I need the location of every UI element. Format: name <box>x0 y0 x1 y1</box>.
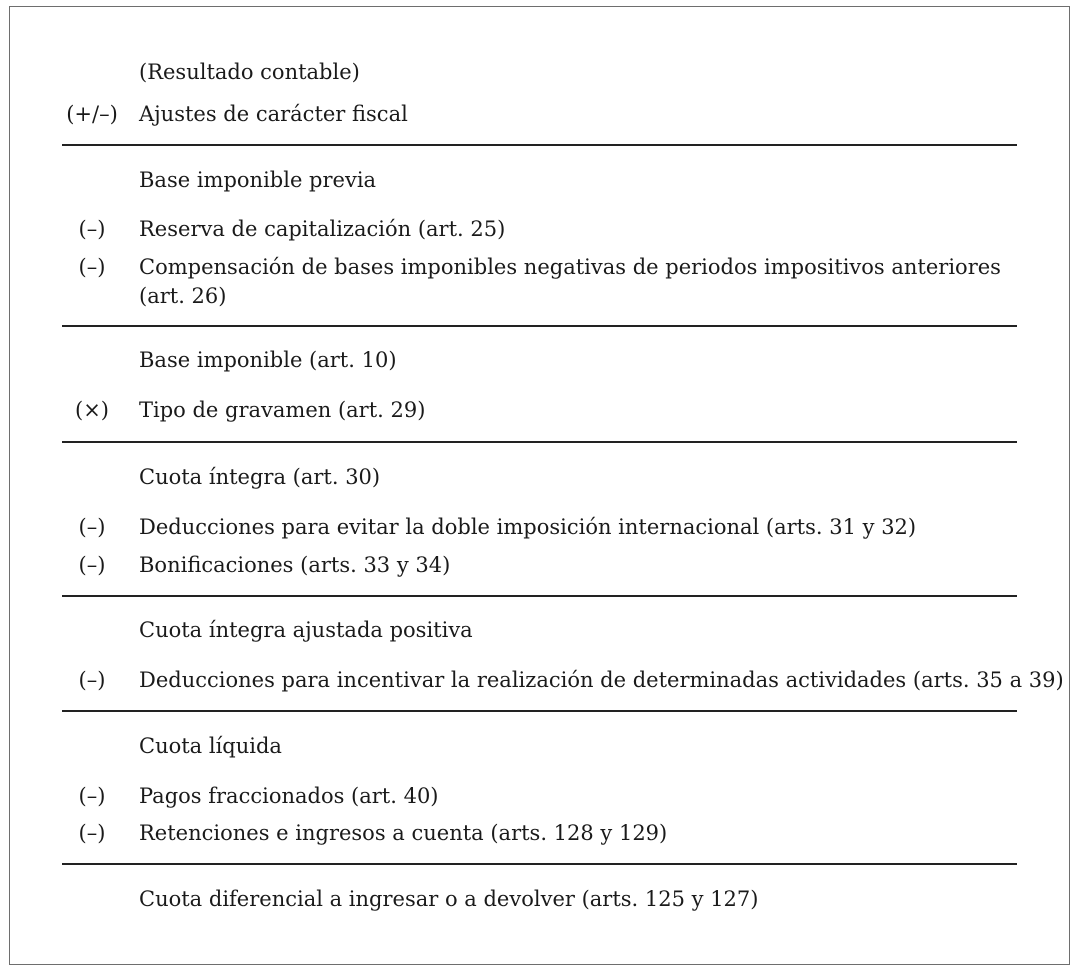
row-label: Tipo de gravamen (art. 29) <box>139 398 426 422</box>
row-label: Ajustes de carácter fiscal <box>139 102 408 126</box>
row-operator: (–) <box>78 217 106 241</box>
row-label: Bonificaciones (arts. 33 y 34) <box>139 553 451 577</box>
row-label: Compensación de bases imponibles negativas de periodos impositivos anteriores <box>139 255 1001 279</box>
row-label: Reserva de capitalización (art. 25) <box>139 217 506 241</box>
row-operator: (–) <box>78 553 106 577</box>
section-divider <box>62 441 1017 443</box>
row-operator: (–) <box>78 255 106 279</box>
row-label: Base imponible previa <box>139 168 377 192</box>
row-label: Retenciones e ingresos a cuenta (arts. 128 y 129) <box>139 821 668 845</box>
row-label: Cuota íntegra (art. 30) <box>139 465 381 489</box>
section-divider <box>62 144 1017 146</box>
row-label: Cuota íntegra ajustada positiva <box>139 618 473 642</box>
row-label: (art. 26) <box>139 284 227 308</box>
row-operator: (–) <box>78 784 106 808</box>
row-operator: (–) <box>78 821 106 845</box>
row-label: Deducciones para evitar la doble imposición internacional (arts. 31 y 32) <box>139 515 917 539</box>
section-divider <box>62 863 1017 865</box>
row-label: Deducciones para incentivar la realización de determinadas actividades (arts. 35 a 39) <box>139 668 1064 692</box>
row-operator: (+/–) <box>66 102 118 126</box>
row-operator: (–) <box>78 515 106 539</box>
row-operator: (×) <box>75 398 109 422</box>
row-operator: (–) <box>78 668 106 692</box>
row-label: Base imponible (art. 10) <box>139 348 397 372</box>
section-divider <box>62 595 1017 597</box>
row-label: Cuota diferencial a ingresar o a devolver (arts. 125 y 127) <box>139 887 759 911</box>
row-label: Pagos fraccionados (art. 40) <box>139 784 439 808</box>
row-label: Cuota líquida <box>139 734 282 758</box>
section-divider <box>62 325 1017 327</box>
row-label: (Resultado contable) <box>139 60 360 84</box>
section-divider <box>62 710 1017 712</box>
